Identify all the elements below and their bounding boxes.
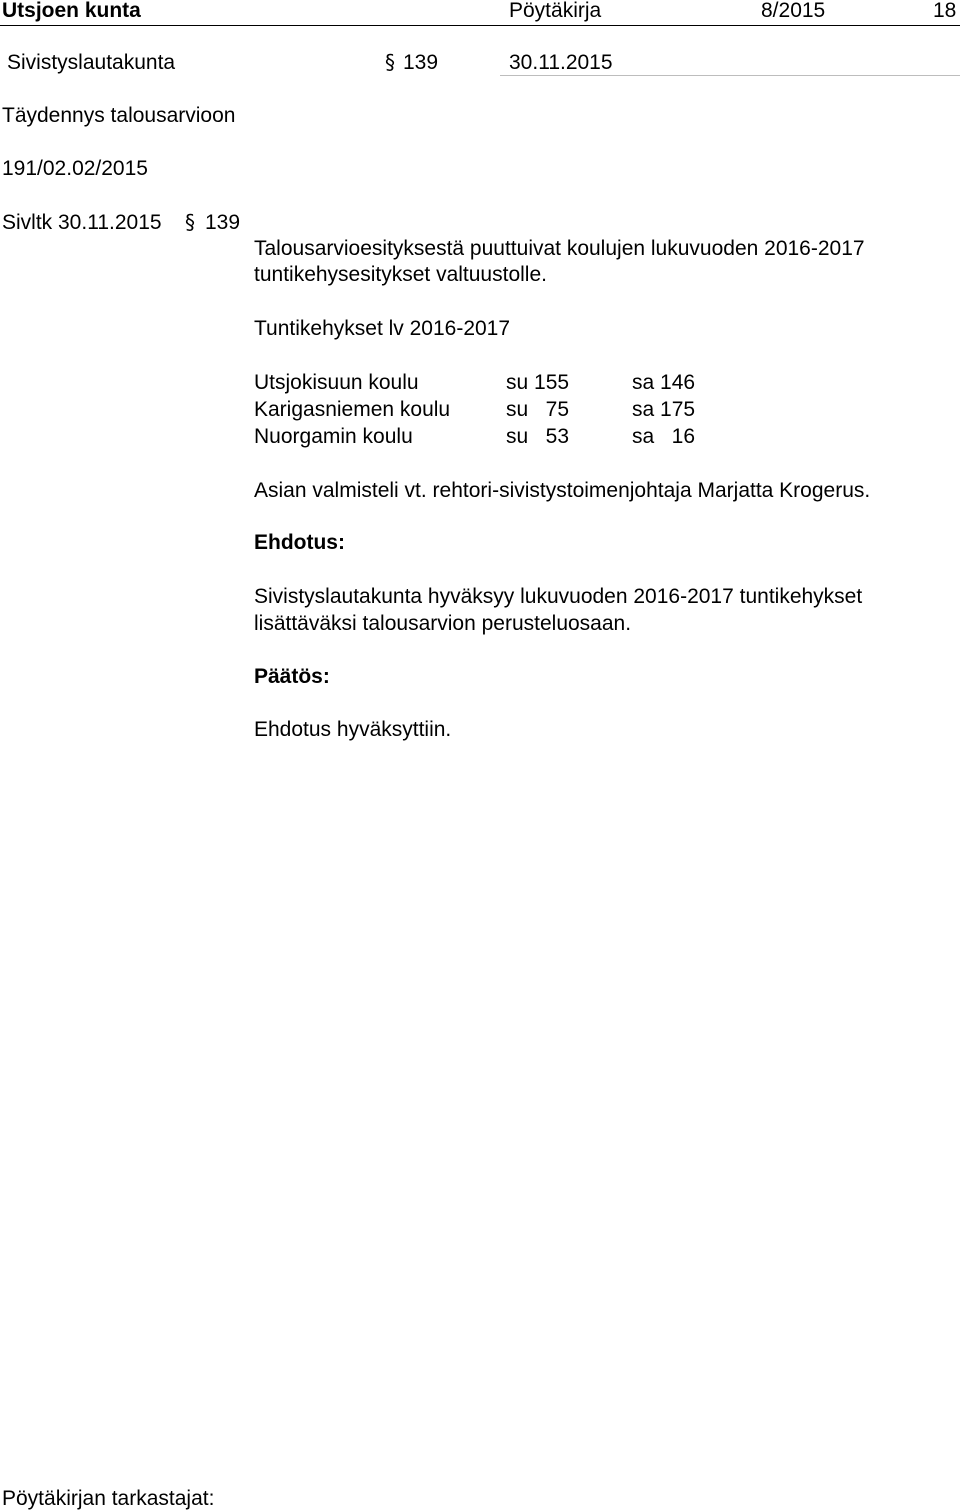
history-board-date: Sivltk 30.11.2015: [2, 211, 162, 234]
school-su-hours: su 155: [506, 371, 570, 394]
proposal-line-1: Sivistyslautakunta hyväksyy lukuvuoden 2016-2017 tuntikehykset: [254, 585, 863, 608]
subheader-divider: [500, 75, 960, 76]
reviewers-label: Pöytäkirjan tarkastajat:: [2, 1487, 215, 1510]
board-name: Sivistyslautakunta: [7, 51, 176, 74]
municipality-name: Utsjoen kunta: [2, 0, 141, 22]
school-su-hours: su 53: [506, 425, 570, 448]
header-divider: [0, 25, 960, 26]
school-sa-hours: sa 146: [632, 371, 696, 394]
proposal-line-2: lisättäväksi talousarvion perusteluosaan.: [254, 612, 632, 635]
table-title: Tuntikehykset lv 2016-2017: [254, 317, 511, 340]
diary-number: 191/02.02/2015: [2, 157, 148, 180]
preparer-note: Asian valmisteli vt. rehtori-sivistystoimenjohtaja Marjatta Krogerus.: [254, 479, 871, 502]
document-number: 8/2015: [761, 0, 826, 22]
school-su-hours: su 75: [506, 398, 570, 421]
section-number: 139: [403, 51, 439, 74]
matter-title: Täydennys talousarvioon: [2, 104, 236, 127]
decision-heading: Päätös:: [254, 665, 330, 688]
history-section-number: 139: [205, 211, 241, 234]
section-symbol: §: [385, 50, 395, 74]
page-number: 18: [933, 0, 957, 22]
document-type: Pöytäkirja: [509, 0, 602, 22]
school-name: Nuorgamin koulu: [254, 425, 413, 448]
school-sa-hours: sa 175: [632, 398, 696, 421]
meeting-date: 30.11.2015: [509, 51, 613, 74]
history-section-symbol: §: [185, 210, 195, 234]
intro-line-1: Talousarvioesityksestä puuttuivat koulujen lukuvuoden 2016-2017: [254, 237, 865, 260]
decision-text: Ehdotus hyväksyttiin.: [254, 718, 452, 741]
school-name: Utsjokisuun koulu: [254, 371, 419, 394]
intro-line-2: tuntikehysesitykset valtuustolle.: [254, 263, 547, 286]
school-name: Karigasniemen koulu: [254, 398, 451, 421]
school-sa-hours: sa 16: [632, 425, 696, 448]
proposal-heading: Ehdotus:: [254, 531, 345, 554]
